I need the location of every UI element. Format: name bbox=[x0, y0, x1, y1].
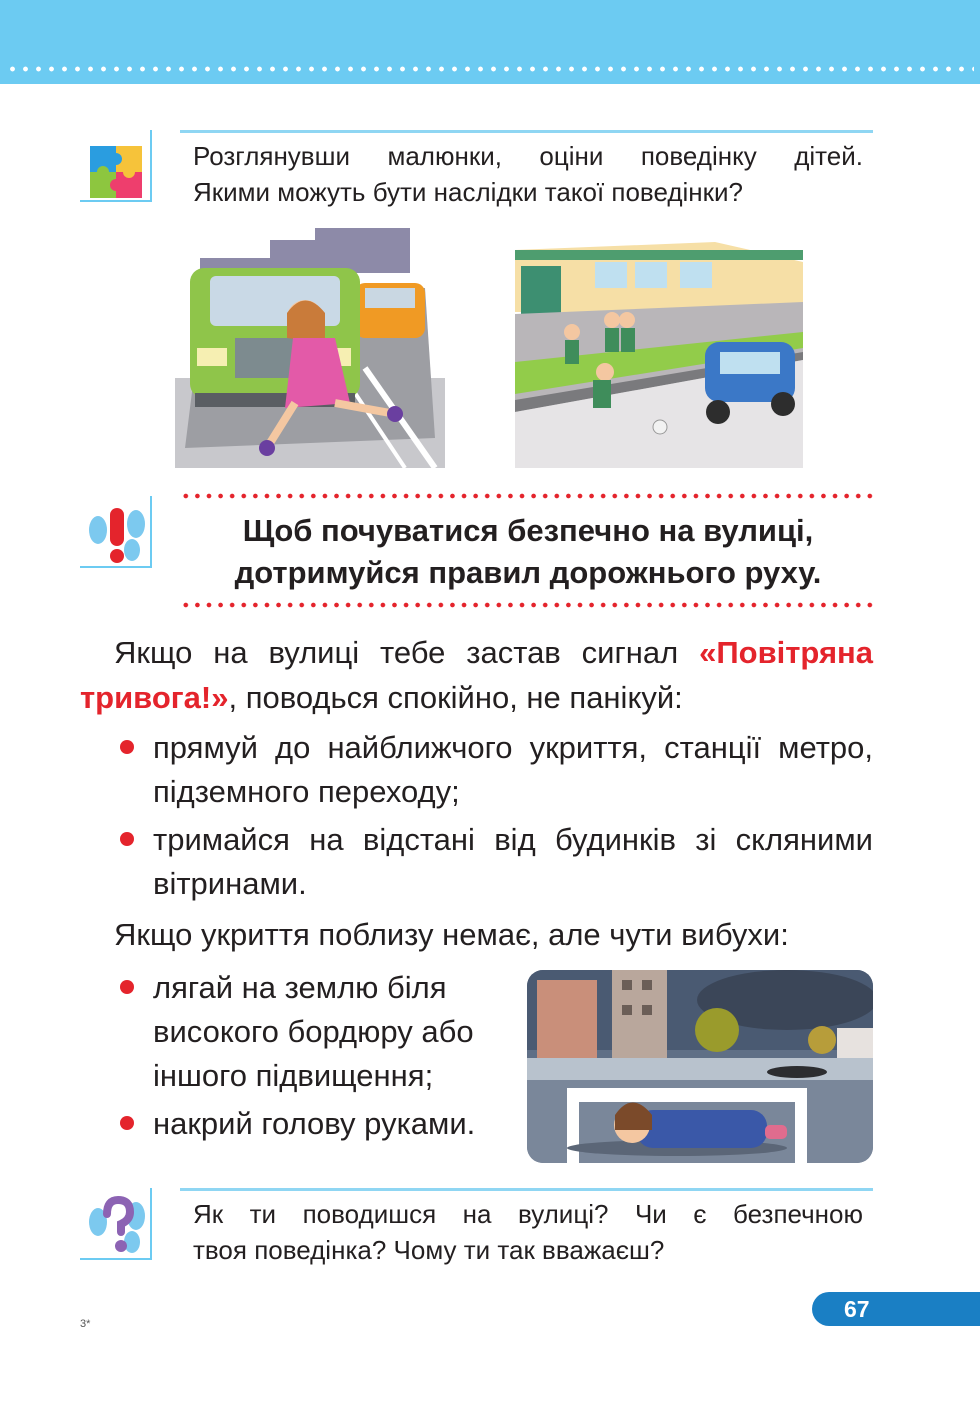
bullet-dot bbox=[120, 832, 134, 846]
question-text-line2: твоя поведінка? Чому ти так вважаєш? bbox=[193, 1235, 665, 1265]
no-shelter-bullet-list bbox=[120, 966, 502, 1150]
illustration-school-road bbox=[515, 222, 803, 468]
list-item-text: лягай на землю біля високого бордюру або іншого підвищення; bbox=[153, 970, 474, 1093]
question-top-rule bbox=[180, 1188, 873, 1191]
task-text-line2: Якими можуть бути наслідки такої поведінки? bbox=[193, 177, 743, 207]
no-shelter-paragraph: Якщо укриття поблизу немає, але чути вибухи: bbox=[114, 917, 789, 952]
footer-mark: 3* bbox=[80, 1318, 91, 1330]
illustration-child-lying-by-curb bbox=[527, 970, 873, 1163]
question-text bbox=[193, 1196, 863, 1268]
top-dotted-line bbox=[6, 66, 974, 72]
rule-line2: дотримуйся правил дорожнього руху. bbox=[234, 555, 822, 590]
rule-icon-box bbox=[80, 496, 152, 568]
puzzle-icon bbox=[86, 136, 148, 200]
question-text-line1: Як ти поводишся на вулиці? Чи є безпечною bbox=[193, 1199, 863, 1229]
bullet-dot bbox=[120, 740, 134, 754]
page-number: 67 bbox=[812, 1292, 980, 1326]
illustration-girl-crossing-road bbox=[175, 228, 445, 468]
air-raid-signal-name: «Повітряна тривога!» bbox=[80, 635, 873, 715]
rule-text bbox=[178, 510, 878, 594]
alert-bullet-list bbox=[120, 726, 873, 910]
rule-dotted-top bbox=[180, 493, 876, 499]
list-item-text: тримайся на відстані від будинків зі скляними вітринами. bbox=[153, 822, 873, 901]
rule-line1: Щоб почуватися безпечно на вулиці, bbox=[242, 513, 814, 548]
exclamation-footprints-icon bbox=[86, 502, 148, 566]
task-text-line1: Розглянувши малюнки, оціни поведінку дітей. bbox=[193, 141, 863, 171]
task-text bbox=[193, 138, 863, 210]
task-icon-box bbox=[80, 130, 152, 202]
list-item bbox=[120, 726, 873, 814]
list-item bbox=[120, 1102, 502, 1146]
question-icon-box bbox=[80, 1188, 152, 1260]
list-item bbox=[120, 818, 873, 906]
bullet-dot bbox=[120, 1116, 134, 1130]
alert-paragraph-tail: , поводься спокійно, не панікуй: bbox=[228, 680, 683, 715]
bullet-dot bbox=[120, 980, 134, 994]
list-item-text: накрий голову руками. bbox=[153, 1106, 476, 1141]
task-top-rule bbox=[180, 130, 873, 133]
rule-dotted-bottom bbox=[180, 602, 876, 608]
question-mark-icon bbox=[86, 1194, 148, 1258]
list-item-text: прямуй до найближчого укриття, станції метро, підземного переходу; bbox=[153, 730, 873, 809]
alert-paragraph bbox=[80, 630, 873, 720]
list-item bbox=[120, 966, 502, 1098]
alert-paragraph-lead: Якщо на вулиці тебе застав сигнал bbox=[114, 635, 700, 670]
